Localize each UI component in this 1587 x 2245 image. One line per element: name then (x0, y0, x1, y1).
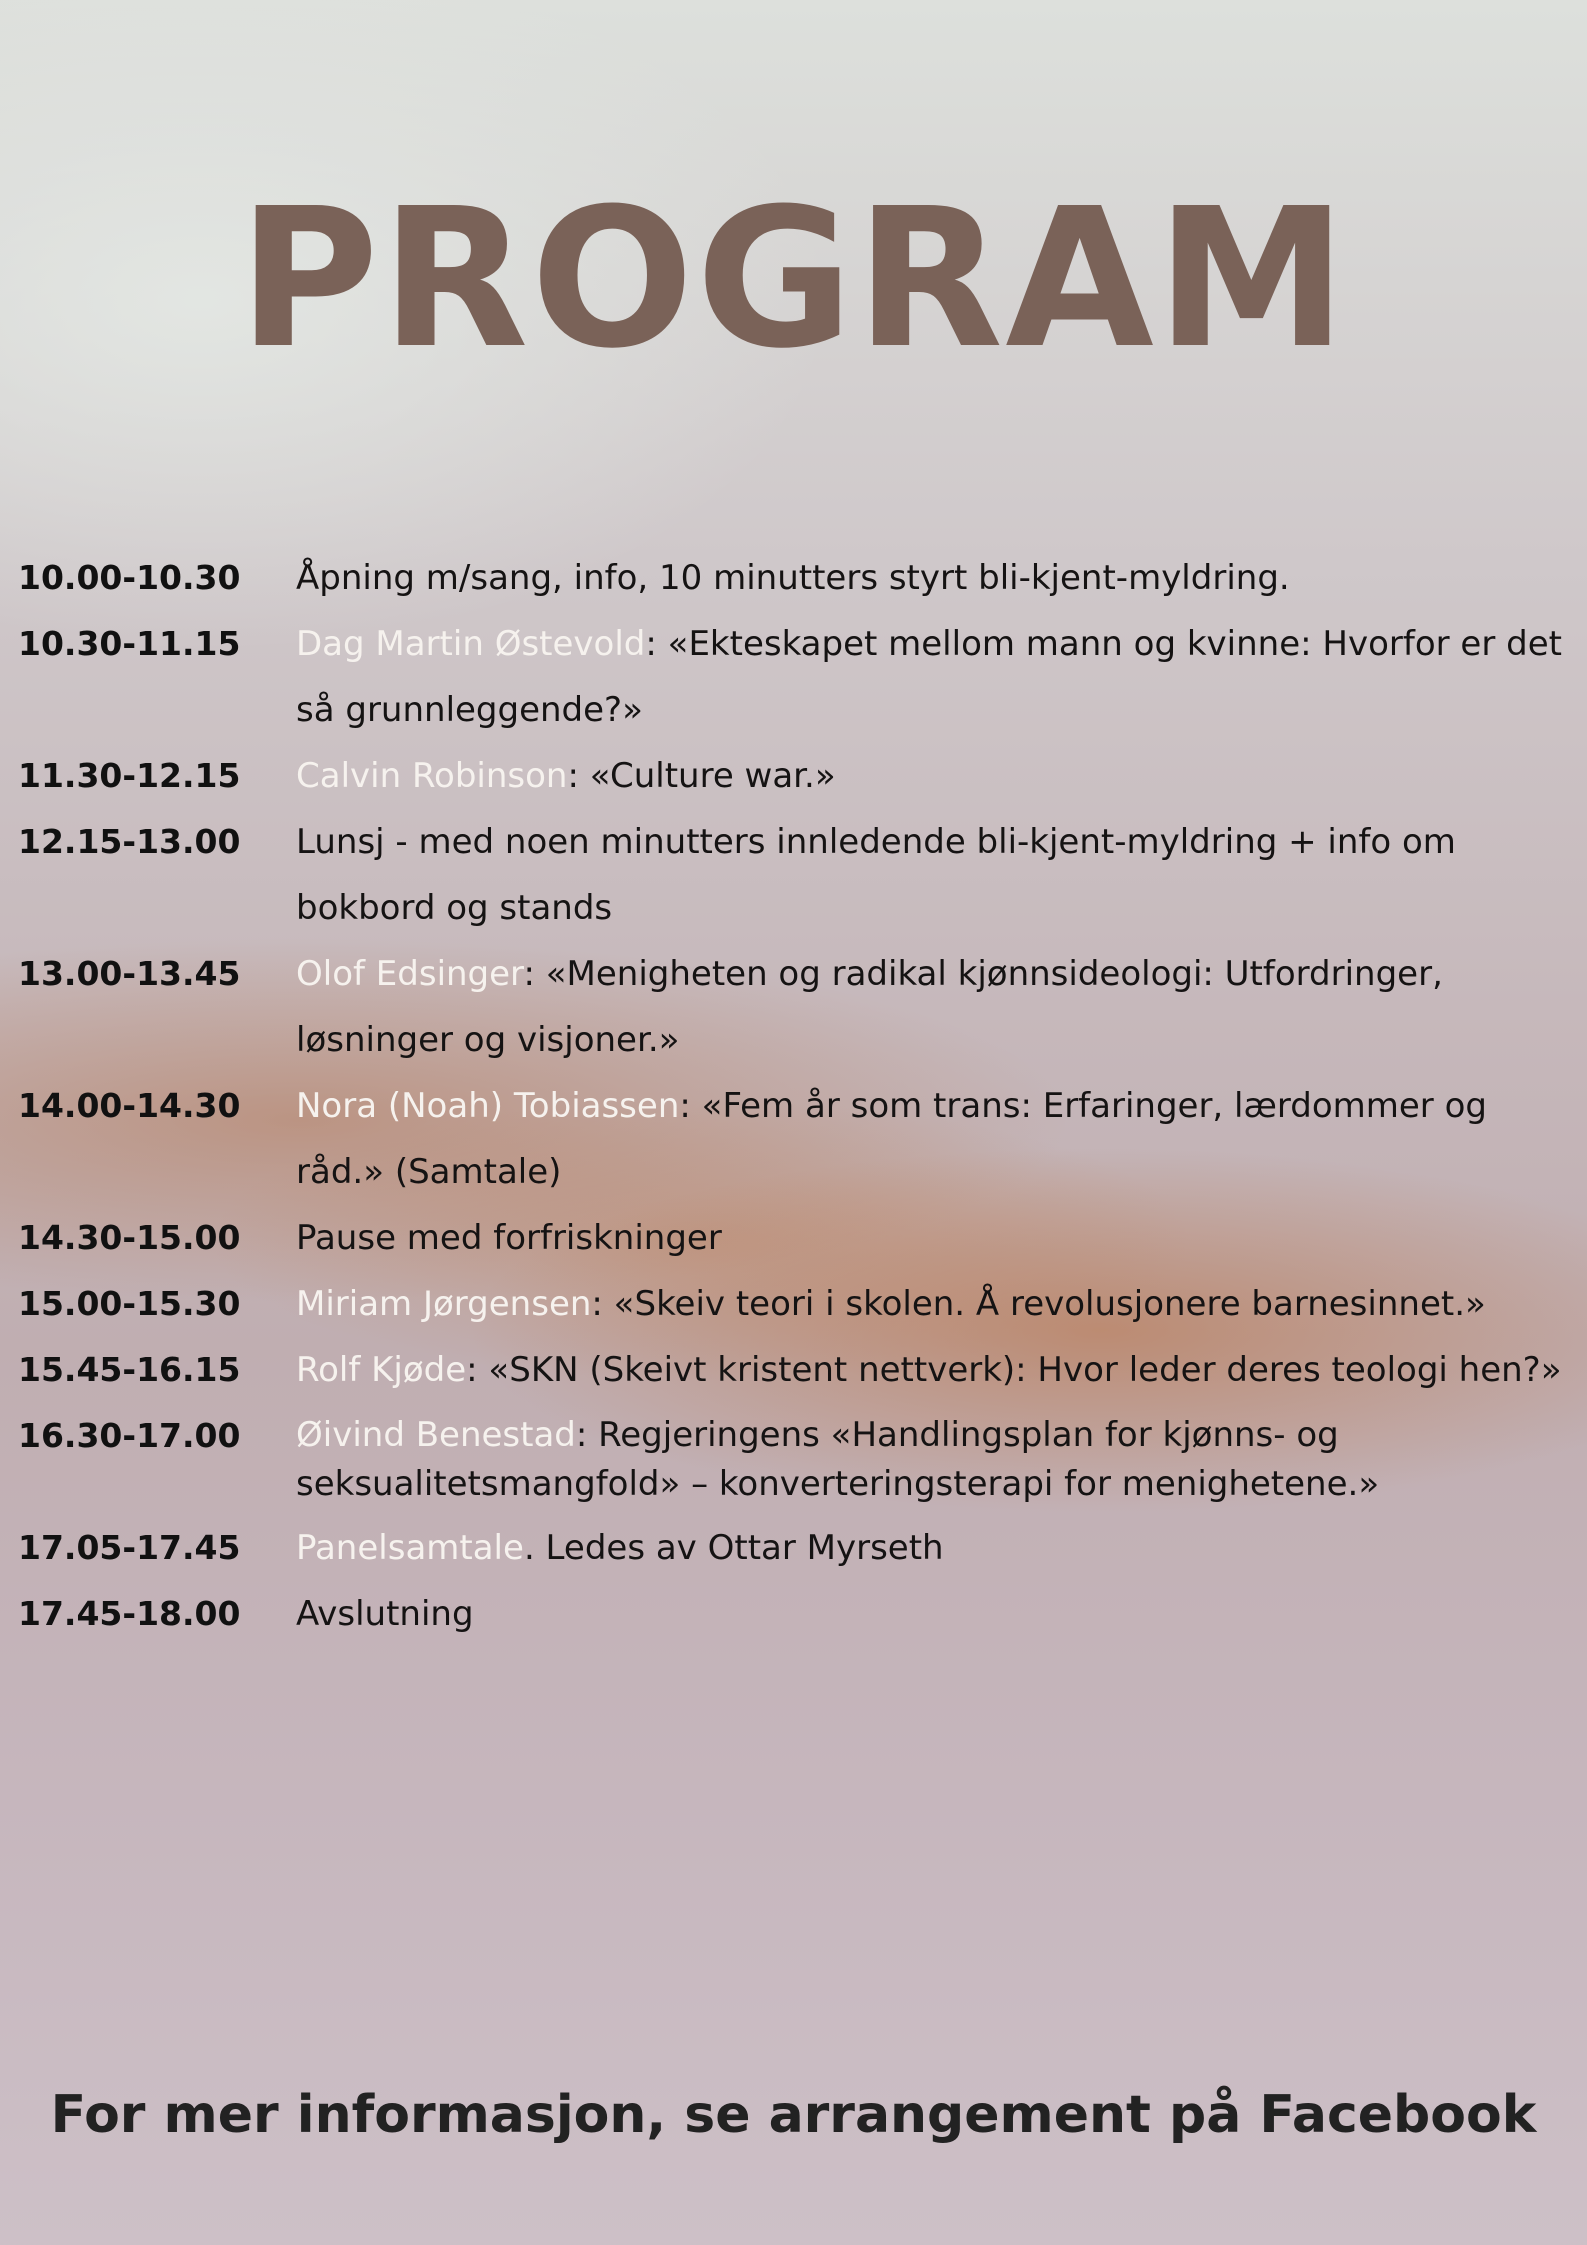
schedule-row (18, 1073, 1563, 1205)
schedule-description (296, 1271, 1563, 1337)
schedule-row (18, 1581, 1563, 1647)
speaker-name: Øivind Benestad (296, 1415, 576, 1455)
schedule-time: 10.00-10.30 (18, 558, 241, 597)
schedule-text: : «SKN (Skeivt kristent nettverk): Hvor leder deres teologi hen?» (466, 1350, 1562, 1390)
schedule-row (18, 743, 1563, 809)
schedule-row (18, 1515, 1563, 1581)
schedule-row (18, 545, 1563, 611)
schedule-row (18, 611, 1563, 743)
schedule-text: : «Menigheten og radikal kjønnsideologi: Utfordringer, løsninger og visjoner.» (296, 954, 1443, 1060)
schedule-row (18, 1271, 1563, 1337)
schedule-time: 14.30-15.00 (18, 1218, 241, 1257)
schedule-description (296, 941, 1563, 1073)
schedule-time: 11.30-12.15 (18, 756, 241, 795)
schedule-time: 17.05-17.45 (18, 1528, 241, 1567)
schedule-text: : «Culture war.» (567, 756, 836, 796)
schedule-time: 14.00-14.30 (18, 1086, 241, 1125)
schedule-time: 17.45-18.00 (18, 1594, 241, 1633)
schedule-text: Åpning m/sang, info, 10 minutters styrt bli-kjent-myldring. (296, 558, 1290, 598)
schedule-row (18, 1205, 1563, 1271)
speaker-name: Calvin Robinson (296, 756, 568, 796)
schedule-text: . Ledes av Ottar Myrseth (523, 1528, 944, 1568)
schedule-description (296, 743, 1563, 809)
schedule-time: 16.30-17.00 (18, 1416, 241, 1455)
speaker-name: Panelsamtale (296, 1528, 524, 1568)
schedule-description (296, 809, 1563, 941)
program-schedule (18, 545, 1563, 1647)
schedule-row (18, 1403, 1563, 1515)
schedule-row (18, 1337, 1563, 1403)
schedule-time: 15.45-16.15 (18, 1350, 241, 1389)
schedule-description (296, 545, 1563, 611)
schedule-text: : «Fem år som trans: Erfaringer, lærdommer og råd.» (Samtale) (296, 1086, 1487, 1192)
footer-info: For mer informasjon, se arrangement på Facebook (50, 2085, 1537, 2145)
schedule-description (296, 611, 1563, 743)
schedule-row (18, 941, 1563, 1073)
speaker-name: Dag Martin Østevold (296, 624, 646, 664)
schedule-text: Avslutning (296, 1594, 474, 1634)
speaker-name: Olof Edsinger (296, 954, 524, 994)
schedule-time: 12.15-13.00 (18, 822, 241, 861)
schedule-description (296, 1337, 1563, 1403)
schedule-row (18, 809, 1563, 941)
schedule-description (296, 1205, 1563, 1271)
schedule-text: Pause med forfriskninger (296, 1218, 722, 1258)
schedule-text: Lunsj - med noen minutters innledende bli-kjent-myldring + info om bokbord og stands (296, 822, 1456, 928)
speaker-name: Rolf Kjøde (296, 1350, 467, 1390)
schedule-time: 13.00-13.45 (18, 954, 241, 993)
schedule-text: : «Ekteskapet mellom mann og kvinne: Hvorfor er det så grunnleggende?» (296, 624, 1562, 730)
schedule-time: 10.30-11.15 (18, 624, 241, 663)
page-title: PROGRAM (238, 168, 1349, 391)
schedule-time: 15.00-15.30 (18, 1284, 241, 1323)
speaker-name: Miriam Jørgensen (296, 1284, 592, 1324)
schedule-description (296, 1073, 1563, 1205)
schedule-description (296, 1403, 1563, 1515)
schedule-text: : Regjeringens «Handlingsplan for kjønns- og seksualitetsmangfold» – konverteringsterapi for menighetene.» (296, 1415, 1380, 1504)
schedule-description (296, 1515, 1563, 1581)
schedule-description (296, 1581, 1563, 1647)
schedule-text: : «Skeiv teori i skolen. Å revolusjonere barnesinnet.» (591, 1284, 1486, 1324)
speaker-name: Nora (Noah) Tobiassen (296, 1086, 680, 1126)
